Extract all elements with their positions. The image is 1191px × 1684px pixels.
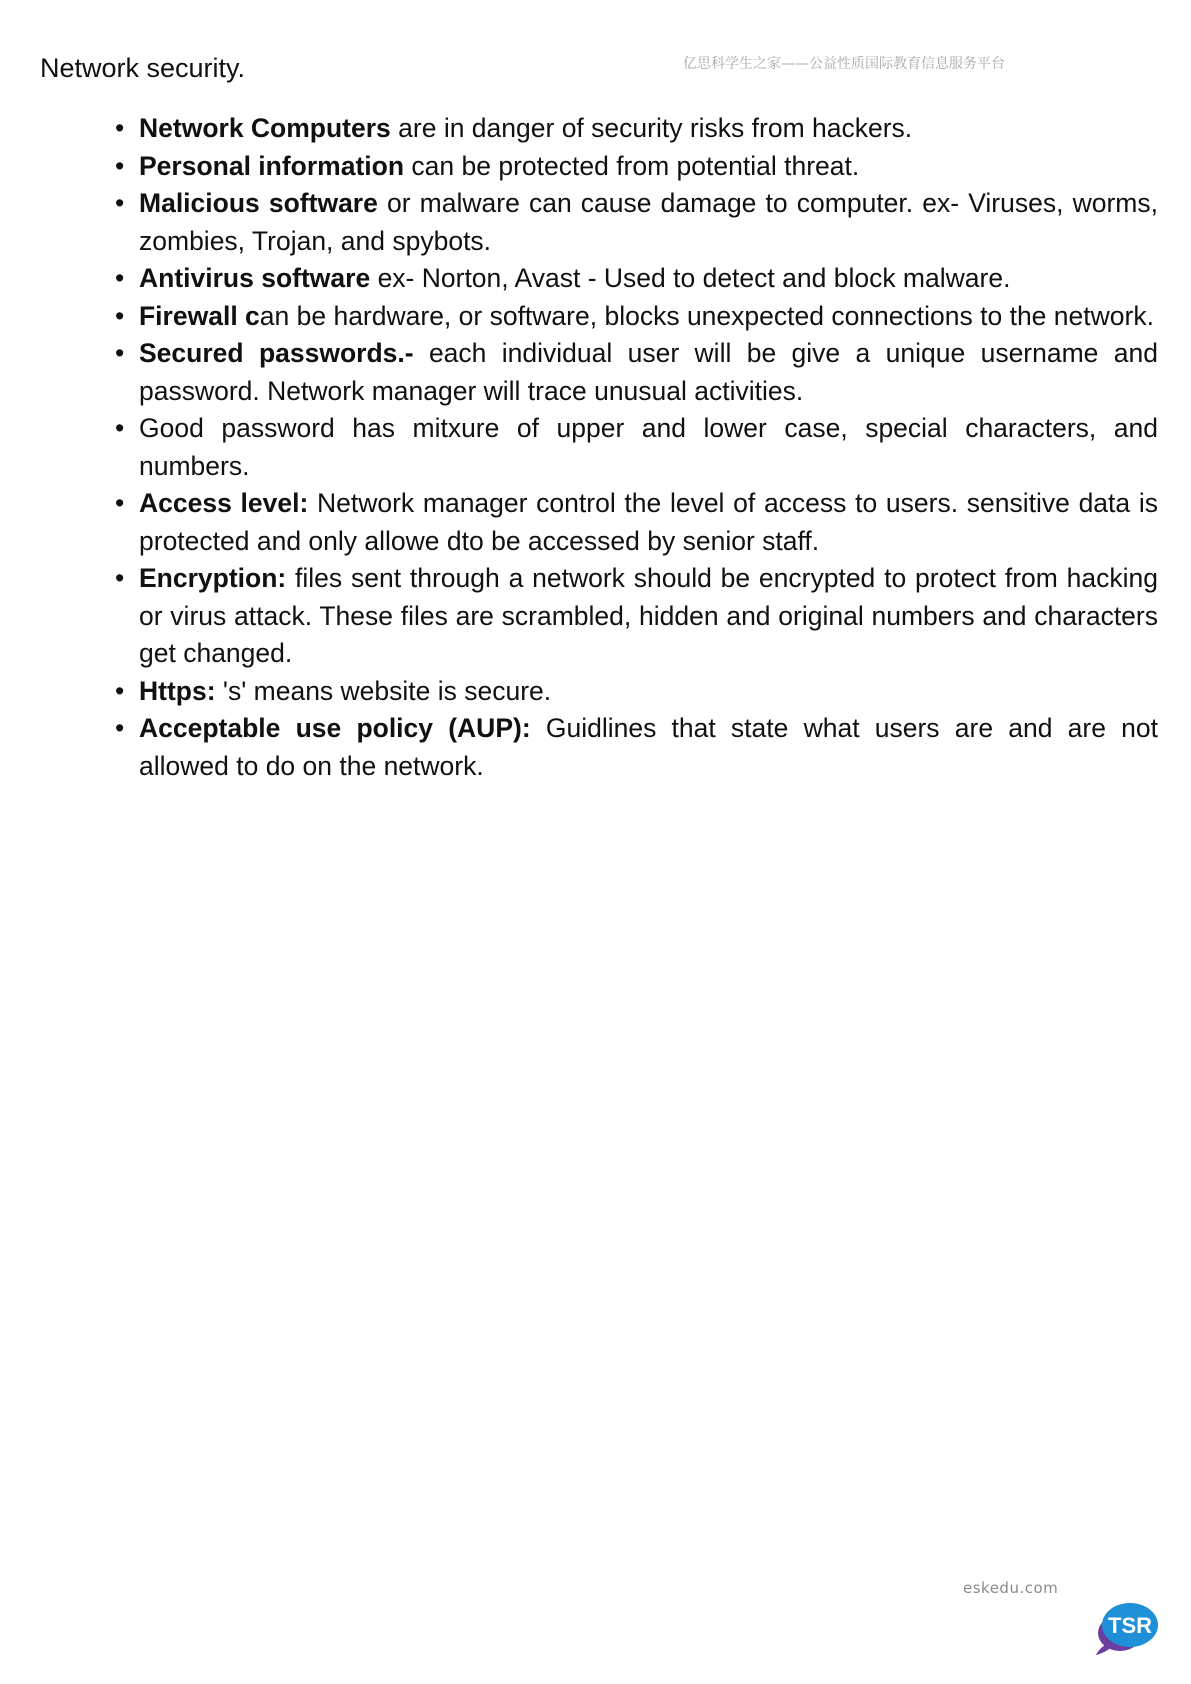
footer-site-text: eskedu.com [963,1579,1059,1597]
item-term: Acceptable use policy (AUP): [139,713,531,743]
bullet-icon: • [115,675,125,706]
bullet-icon: • [115,338,125,368]
list-item [110,410,1158,485]
item-text: Network manager control the level of access to users. sensitive data is protected and only allowe dto be accessed by senior staff. [139,488,1158,556]
list-item [110,710,1158,785]
logo-text: TSR [1108,1613,1152,1638]
item-text: 's' means website is secure. [215,675,552,706]
item-term: Malicious software [139,188,378,218]
list-item [110,335,1158,410]
list-item [110,673,1158,711]
item-term: Antivirus software [139,263,371,293]
item-term: Firewall c [139,300,260,331]
list-item [110,485,1158,560]
item-term: Secured passwords.- [139,338,414,368]
list-item [110,185,1158,260]
item-text: are in danger of security risks from hackers. [390,113,913,143]
speech-bubble-logo-icon [1094,1599,1160,1657]
bullet-icon: • [115,300,125,331]
item-text: Guidlines that state what users are and are not allowed to do on the network. [139,713,1159,781]
bullet-icon: • [115,263,125,293]
list-item [110,560,1158,673]
bullet-icon: • [115,413,125,443]
item-term: Encryption: [139,563,287,593]
list-item [110,110,1158,148]
page-title: Network security. [40,53,246,83]
item-text: files sent through a network should be encrypted to protect from hacking or virus attack. These files are scrambled, hidden and original numbers and characters get changed. [139,563,1158,668]
list-item [110,148,1158,186]
watermark-text: 亿思科学生之家——公益性质国际教育信息服务平台 [683,56,1005,72]
item-text: each individual user will be give a unique username and password. Network manager will trace unusual activities. [139,338,1158,406]
item-term: Personal information [139,150,405,181]
list-item [110,298,1158,336]
item-text: can be protected from potential threat. [404,150,860,181]
item-term: Access level: [139,488,309,518]
item-term: Network Computers [139,113,391,143]
bullet-list [110,110,1158,785]
item-text: or malware can cause damage to computer. ex- Viruses, worms, zombies, Trojan, and spybots. [139,188,1158,256]
bullet-icon: • [115,713,125,743]
list-item [110,260,1158,298]
bullet-icon: • [115,150,125,181]
bullet-icon: • [115,113,125,143]
bullet-icon: • [115,563,125,593]
item-text: Good password has mitxure of upper and lower case, special characters, and numbers. [139,413,1158,481]
item-text: ex- Norton, Avast - Used to detect and block malware. [370,263,1011,293]
item-term: Https: [139,675,216,706]
item-text: an be hardware, or software, blocks unexpected connections to the network. [259,300,1154,331]
bullet-icon: • [115,188,125,218]
bullet-icon: • [115,488,125,518]
